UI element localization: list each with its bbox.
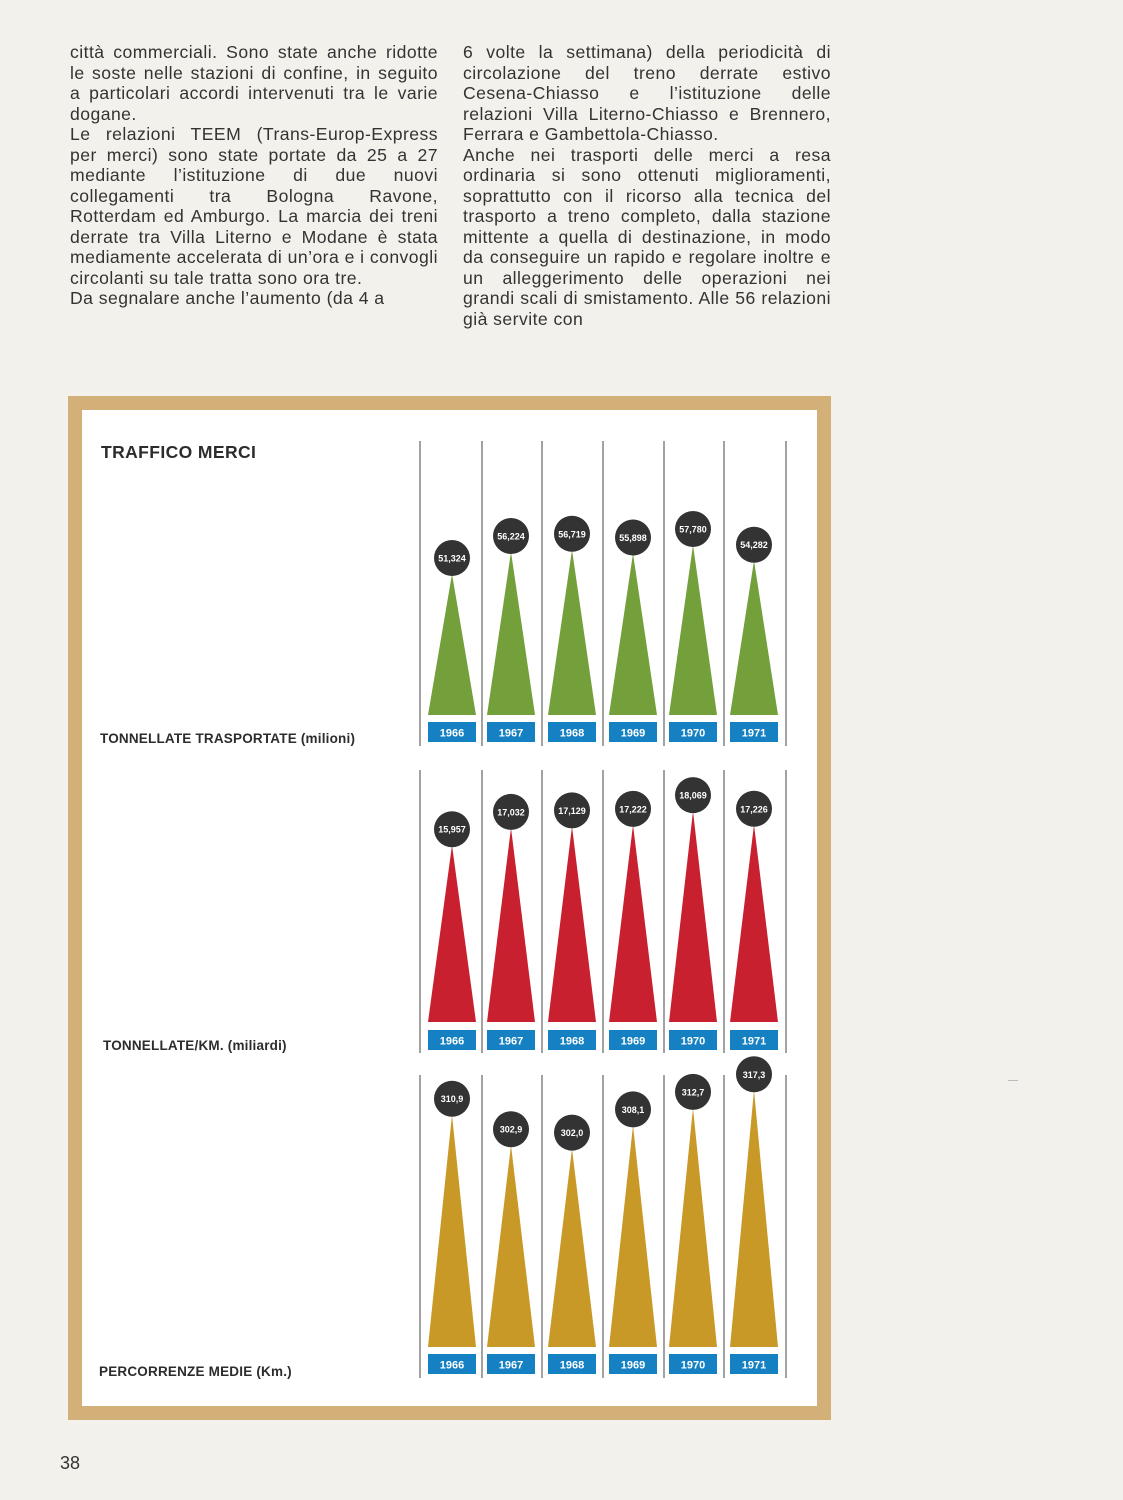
data-label: 17,129 (558, 805, 586, 816)
paragraph: Anche nei trasporti delle merci a resa ordinaria si sono ottenuti miglioramenti, soprattutto con il ricorso alla tecnica del trasporto a treno completo, dalla stazione mittente a quella di destinazione, in modo da conseguire un rapido e regolare inoltre e un alleggerimento delle operazioni nei grandi scali di smistamento. Alle 56 relazioni già servite con (463, 144, 831, 329)
data-label: 56,719 (558, 529, 586, 540)
divider (1008, 1080, 1018, 1081)
value-spike (730, 1090, 778, 1347)
year-tick-label: 1970 (680, 727, 706, 740)
year-tick-label: 1971 (741, 1035, 767, 1048)
data-label: 56,224 (497, 531, 525, 542)
value-spike (548, 1149, 596, 1347)
data-label: 310,9 (440, 1094, 464, 1105)
data-label: 57,780 (679, 524, 707, 535)
value-spike (730, 825, 778, 1022)
data-label: 51,324 (438, 553, 466, 564)
data-label: 17,226 (740, 804, 768, 815)
year-tick-label: 1967 (498, 727, 524, 740)
text-column-right (463, 42, 831, 329)
value-spike (548, 550, 596, 715)
value-spike (428, 574, 476, 715)
value-spike (669, 1108, 717, 1347)
data-label: 17,032 (497, 807, 525, 818)
paragraph: città commerciali. Sono state anche ridotte le soste nelle stazioni di confine, in seguito a particolari accordi intervenuti tra le varie dogane. (70, 42, 438, 124)
page-number: 38 (60, 1453, 81, 1473)
data-label: 17,222 (619, 804, 647, 815)
axis-label-tonnellate-km: TONNELLATE/KM. (miliardi) (103, 1038, 287, 1053)
data-label: 302,9 (499, 1124, 523, 1135)
data-label: 317,3 (742, 1069, 766, 1080)
year-tick-label: 1968 (559, 1359, 585, 1372)
year-tick-label: 1971 (741, 727, 767, 740)
value-spike (487, 552, 535, 715)
chart-title: TRAFFICO MERCI (101, 442, 257, 462)
year-tick-label: 1969 (620, 727, 646, 740)
value-spike (487, 1145, 535, 1347)
year-tick-label: 1969 (620, 1359, 646, 1372)
value-spike (669, 545, 717, 715)
chart-panel (82, 410, 817, 1406)
value-spike (487, 828, 535, 1022)
year-tick-label: 1966 (439, 1359, 465, 1372)
year-tick-label: 1966 (439, 1035, 465, 1048)
value-spike (428, 1115, 476, 1347)
traffic-chart (82, 410, 817, 1406)
year-tick-label: 1968 (559, 1035, 585, 1048)
year-tick-label: 1971 (741, 1359, 767, 1372)
chart-frame (68, 396, 831, 1420)
value-spike (730, 561, 778, 715)
data-label: 308,1 (621, 1104, 645, 1115)
year-tick-label: 1968 (559, 727, 585, 740)
paragraph: Da segnalare anche l’aumento (da 4 a (70, 288, 385, 308)
text-column-left (70, 42, 438, 309)
year-tick-label: 1969 (620, 1035, 646, 1048)
paragraph: Le relazioni TEEM (Trans-Europ-Express per merci) sono state portate da 25 a 27 mediante l’istituzione di due nuovi collegamenti tra Bologna Ravone, Rotterdam ed Amburgo. La marcia dei treni derrate tra Villa Literno e Modane è stata mediamente accelerata di un’ora e i convogli circolanti su tale tratta sono ora tre. (70, 124, 438, 288)
data-label: 15,957 (438, 824, 466, 835)
axis-label-tonnellate: TONNELLATE TRASPORTATE (milioni) (100, 731, 356, 746)
year-tick-label: 1967 (498, 1035, 524, 1048)
value-spike (609, 1125, 657, 1347)
data-label: 302,0 (560, 1128, 584, 1139)
data-label: 18,069 (679, 790, 707, 801)
year-tick-label: 1967 (498, 1359, 524, 1372)
value-spike (609, 825, 657, 1022)
data-label: 312,7 (681, 1087, 705, 1098)
data-label: 55,898 (619, 532, 647, 543)
value-spike (548, 826, 596, 1022)
value-spike (609, 553, 657, 715)
data-label: 54,282 (740, 540, 768, 551)
year-tick-label: 1970 (680, 1035, 706, 1048)
paragraph: 6 volte la settimana) della periodicità di circolazione del treno derrate estivo Cesena-Chiasso e l’istituzione delle relazioni Villa Literno-Chiasso e Brennero, Ferrara e Gambettola-Chiasso. (463, 42, 831, 144)
value-spike (428, 845, 476, 1022)
value-spike (669, 811, 717, 1022)
year-tick-label: 1970 (680, 1359, 706, 1372)
axis-label-percorrenze: PERCORRENZE MEDIE (Km.) (99, 1364, 292, 1379)
year-tick-label: 1966 (439, 727, 465, 740)
